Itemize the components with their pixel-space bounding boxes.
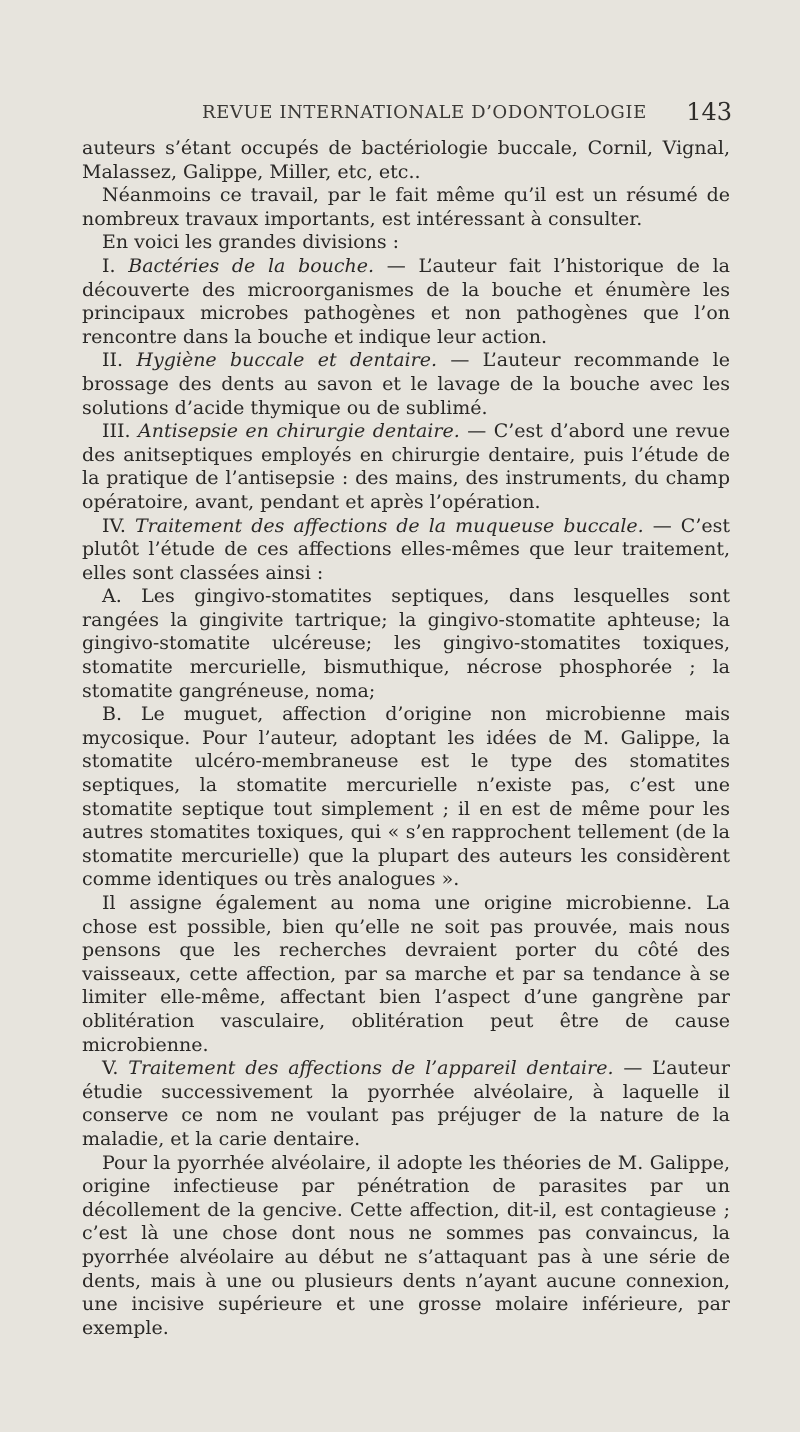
page-header: [82, 98, 732, 128]
paragraph-2: Néanmoins ce travail, par le fait même qu’il est un résumé de nombreux travaux importants, est intéressant à consulter.: [82, 184, 730, 230]
subsection-a: A. Les gingivo-stomatites septiques, dans lesquelles sont rangées la gingivite tartrique; la gingivo-stomatite aphteuse; la gingivo-stomatite ulcéreuse; les gingivo-stomatites toxiques, stomatite mercurielle, bismuthique, nécrose phosphorée ; la stomatite gangréneuse, noma;: [82, 585, 730, 702]
body-text: [82, 137, 730, 1340]
section-2-hygiene: II. Hygiène buccale et dentaire. — L’auteur recommande le brossage des dents au savon et le lavage de la bouche avec les solutions d’acide thymique ou de sublimé.: [82, 349, 730, 419]
section-2-title: Hygiène buccale et dentaire.: [136, 349, 437, 372]
section-5-appareil: V. Traitement des affections de l’appareil dentaire. — L’auteur étudie successivement la pyorrhée alvéolaire, à laquelle il conserve ce nom ne voulant pas préjuger de la nature de la maladie, et la carie dentaire.: [82, 1057, 731, 1150]
running-title: REVUE INTERNATIONALE D’ODONTOLOGIE: [202, 102, 647, 123]
section-1-title: Bactéries de la bouche.: [128, 254, 375, 277]
subsection-b: B. Le muguet, affection d’origine non microbienne mais mycosique. Pour l’auteur, adoptant les idées de M. Galippe, la stomatite ulcéro-membraneuse est le type des stomatites septiques, la stomatite mercurielle n’existe pas, c’est une stomatite septique tout simplement ; il en est de même pour les autres stomatites toxiques, qui « s’en rapprochent tellement (de la stomatite mercurielle) que la plupart des auteurs les considèrent comme identiques ou très analogues ».: [82, 703, 730, 891]
paragraph-noma: Il assigne également au noma une origine microbienne. La chose est possible, bien qu’elle ne soit pas prouvée, mais nous pensons que les recherches devraient porter du côté des vaisseaux, cette affection, par sa marche et par sa tendance à se limiter elle-même, affectant bien l’aspect d’une gangrène par oblitération vasculaire, oblitération peut être de cause microbienne.: [82, 892, 730, 1056]
section-1-bacteries: I. Bactéries de la bouche. — L’auteur fait l’historique de la découverte des microorganismes de la bouche et énumère les principaux microbes pathogènes et non pathogènes que l’on rencontre dans la bouche et indique leur action.: [82, 254, 730, 348]
section-4-muqueuse: IV. Traitement des affections de la muqueuse buccale. — C’est plutôt l’étude de ces affections elles-mêmes que leur traitement, elles sont classées ainsi :: [82, 514, 730, 584]
section-5-title: Traitement des affections de l’appareil dentaire.: [128, 1057, 614, 1080]
paragraph-3: En voici les grandes divisions :: [102, 231, 400, 254]
section-3-title: Antisepsie en chirurgie dentaire.: [138, 420, 460, 443]
paragraph-pyorrhee: Pour la pyorrhée alvéolaire, il adopte les théories de M. Galippe, origine infectieuse par pénétration de parasites par un décollement de la gencive. Cette affection, dit-il, est contagieuse ; c’est là une chose dont nous ne sommes pas convaincus, la pyorrhée alvéolaire au début ne s’attaquant pas à une série de dents, mais à une ou plusieurs dents n’ayant aucune connexion, une incisive supérieure et une grosse molaire inférieure, par exemple.: [82, 1151, 730, 1339]
page-number: 143: [686, 98, 732, 126]
section-4-title: Traitement des affections de la muqueuse buccale.: [135, 514, 644, 537]
section-3-antisepsie: III. Antisepsie en chirurgie dentaire. — C’est d’abord une revue des anitseptiques employés en chirurgie dentaire, puis l’étude de la pratique de l’antisepsie : des mains, des instruments, du champ opératoire, avant, pendant et après l’opération.: [82, 420, 731, 513]
paragraph-1: auteurs s’étant occupés de bactériologie buccale, Cornil, Vignal, Malassez, Galippe, Miller, etc, etc..: [82, 137, 730, 183]
